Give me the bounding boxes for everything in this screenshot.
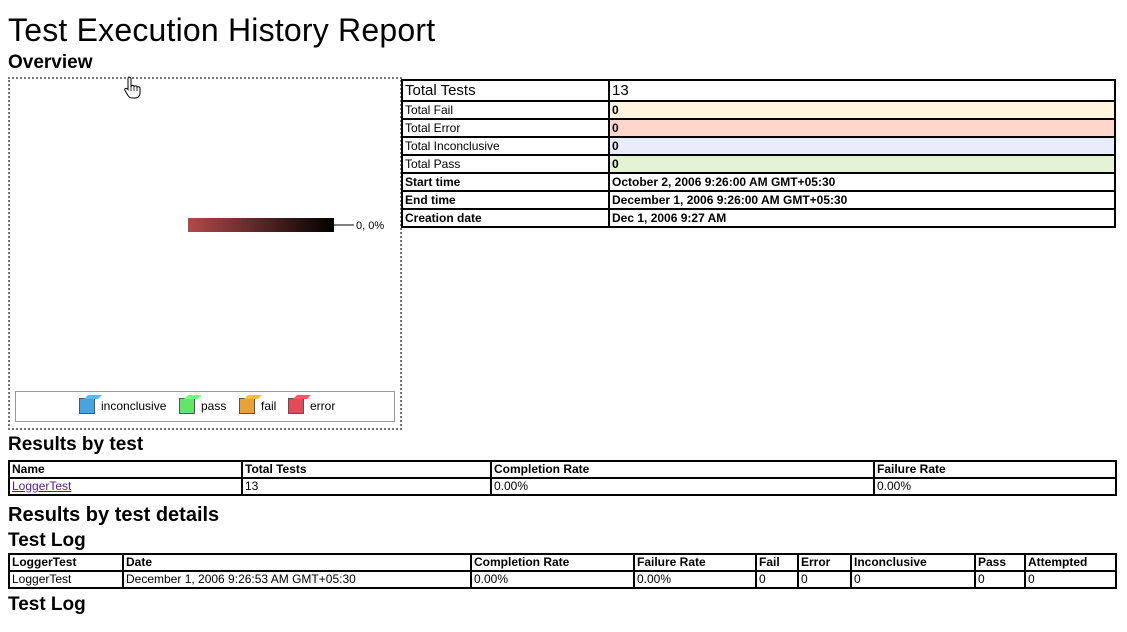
logger-test-link[interactable]: LoggerTest bbox=[12, 479, 72, 493]
total-error-value: 0 bbox=[609, 119, 1115, 137]
start-time-value: October 2, 2006 9:26:00 AM GMT+05:30 bbox=[609, 173, 1115, 191]
test-log-heading: Test Log bbox=[8, 530, 86, 551]
start-time-label: Start time bbox=[402, 173, 609, 191]
total-tests-value: 13 bbox=[609, 80, 1115, 101]
chart-bar bbox=[188, 218, 334, 232]
chart-legend bbox=[15, 391, 395, 422]
legend-swatch bbox=[239, 398, 255, 414]
creation-date-label: Creation date bbox=[402, 209, 609, 227]
legend-label: error bbox=[310, 399, 336, 413]
test-name-cell: LoggerTest bbox=[9, 571, 123, 588]
results-by-test-table bbox=[8, 460, 1117, 496]
test-log-table bbox=[8, 553, 1117, 589]
hand-pointer-icon bbox=[123, 76, 143, 100]
total-error-label: Total Error bbox=[402, 119, 609, 137]
legend-label: inconclusive bbox=[101, 399, 167, 413]
overview-heading: Overview bbox=[8, 52, 93, 73]
total-inconclusive-value: 0 bbox=[609, 137, 1115, 155]
legend-label: pass bbox=[201, 399, 227, 413]
legend-swatch bbox=[288, 398, 304, 414]
col-header-completion-rate: Completion Rate bbox=[471, 554, 634, 571]
creation-date-value: Dec 1, 2006 9:27 AM bbox=[609, 209, 1115, 227]
legend-swatch bbox=[179, 398, 195, 414]
error-cell: 0 bbox=[798, 571, 851, 588]
total-pass-label: Total Pass bbox=[402, 155, 609, 173]
fail-cell: 0 bbox=[756, 571, 798, 588]
total-pass-value: 0 bbox=[609, 155, 1115, 173]
summary-table bbox=[401, 79, 1116, 228]
test-name-cell bbox=[9, 478, 242, 495]
col-header-date: Date bbox=[123, 554, 471, 571]
inconclusive-cell: 0 bbox=[851, 571, 975, 588]
date-cell: December 1, 2006 9:26:53 AM GMT+05:30 bbox=[123, 571, 471, 588]
page-title: Test Execution History Report bbox=[8, 12, 436, 48]
total-fail-label: Total Fail bbox=[402, 101, 609, 119]
failure-rate-cell: 0.00% bbox=[634, 571, 756, 588]
col-header-error: Error bbox=[798, 554, 851, 571]
end-time-label: End time bbox=[402, 191, 609, 209]
col-header-fail: Fail bbox=[756, 554, 798, 571]
failure-rate-cell: 0.00% bbox=[874, 478, 1116, 495]
total-tests-label: Total Tests bbox=[402, 80, 609, 101]
results-by-test-heading: Results by test bbox=[8, 434, 144, 455]
table-row bbox=[9, 571, 1116, 588]
total-inconclusive-label: Total Inconclusive bbox=[402, 137, 609, 155]
test-log-heading-2: Test Log bbox=[8, 594, 86, 615]
completion-rate-cell: 0.00% bbox=[471, 571, 634, 588]
end-time-value: December 1, 2006 9:26:00 AM GMT+05:30 bbox=[609, 191, 1115, 209]
col-header-failure-rate: Failure Rate bbox=[634, 554, 756, 571]
chart-plot bbox=[10, 79, 400, 389]
col-header-test: LoggerTest bbox=[9, 554, 123, 571]
total-tests-cell: 13 bbox=[242, 478, 491, 495]
data-label: 0, 0% bbox=[356, 220, 385, 232]
overview-chart bbox=[8, 77, 402, 430]
col-header-name: Name bbox=[9, 461, 242, 478]
total-fail-value: 0 bbox=[609, 101, 1115, 119]
col-header-total-tests: Total Tests bbox=[242, 461, 491, 478]
completion-rate-cell: 0.00% bbox=[491, 478, 874, 495]
pass-cell: 0 bbox=[975, 571, 1025, 588]
col-header-completion-rate: Completion Rate bbox=[491, 461, 874, 478]
col-header-inconclusive: Inconclusive bbox=[851, 554, 975, 571]
legend-label: fail bbox=[261, 399, 277, 413]
attempted-cell: 0 bbox=[1025, 571, 1116, 588]
col-header-pass: Pass bbox=[975, 554, 1025, 571]
results-details-heading: Results by test details bbox=[8, 504, 220, 526]
col-header-failure-rate: Failure Rate bbox=[874, 461, 1116, 478]
col-header-attempted: Attempted bbox=[1025, 554, 1116, 571]
legend-swatch bbox=[79, 398, 95, 414]
table-row bbox=[9, 478, 1116, 495]
